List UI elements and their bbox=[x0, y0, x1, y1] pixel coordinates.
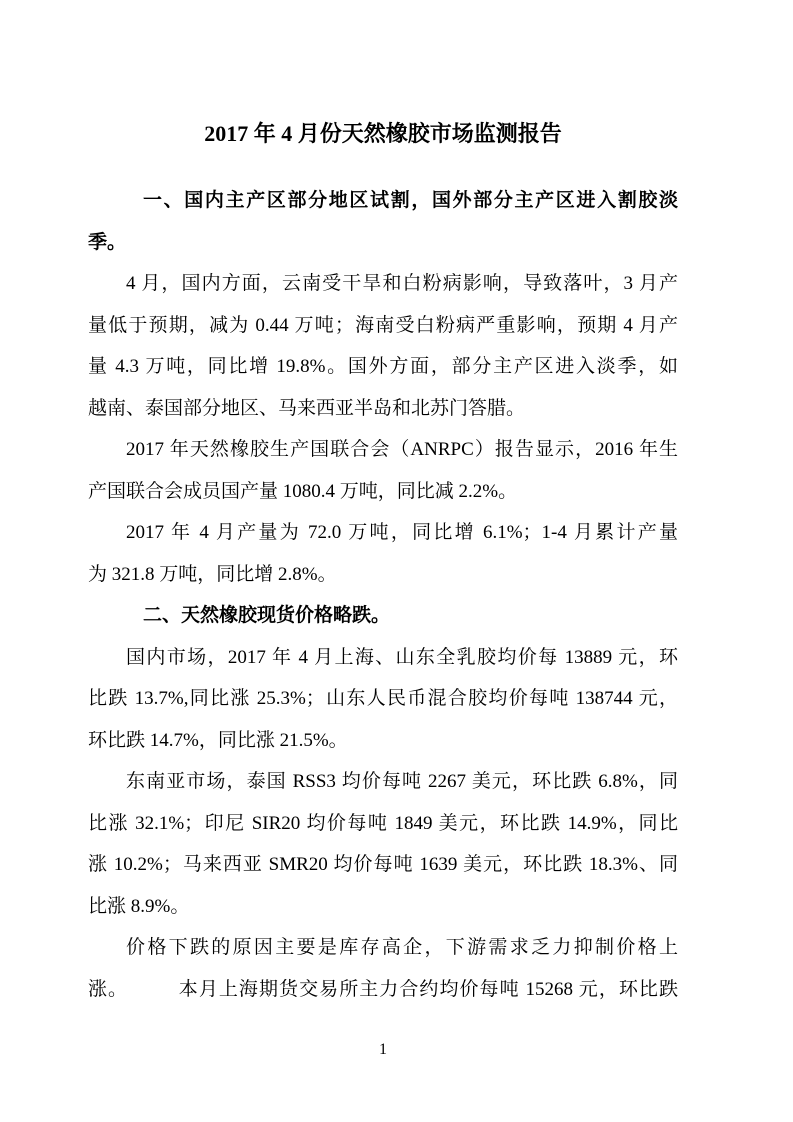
text-line: 量低于预期，减为 0.44 万吨；海南受白粉病严重影响，预期 4 月产 bbox=[88, 314, 678, 336]
text-line: 比跌 13.7%,同比涨 25.3%；山东人民币混合胶均价每吨 138744 元， bbox=[88, 688, 678, 709]
text-line: 2017 年 4 月产量为 72.0 万吨，同比增 6.1%；1-4 月累计产量 bbox=[126, 522, 678, 543]
document-title: 2017 年 4 月份天然橡胶市场监测报告 bbox=[204, 121, 562, 146]
text-line: 量 4.3 万吨，同比增 19.8%。国外方面，部分主产区进入淡季，如 bbox=[88, 356, 678, 377]
text-line: 季。 bbox=[88, 231, 127, 253]
text-line: 二、天然橡胶现货价格略跌。 bbox=[143, 605, 391, 626]
text-line: 4 月，国内方面，云南受干旱和白粉病影响，导致落叶，3 月产 bbox=[126, 273, 678, 294]
text-line: 价格下跌的原因主要是库存高企，下游需求乏力抑制价格上 bbox=[126, 937, 678, 958]
text-line: 涨。 本月上海期货交易所主力合约均价每吨 15268 元，环比跌 bbox=[88, 978, 678, 1000]
text-line: 东南亚市场，泰国 RSS3 均价每吨 2267 美元，环比跌 6.8%，同 bbox=[126, 771, 678, 792]
text-line: 环比跌 14.7%，同比涨 21.5%。 bbox=[88, 729, 348, 751]
paragraph-southeast-asia-prices bbox=[88, 761, 678, 927]
text-line: 一、国内主产区部分地区试割，国外部分主产区进入割胶淡 bbox=[143, 190, 678, 211]
text-line: 为 321.8 万吨，同比增 2.8%。 bbox=[88, 563, 337, 585]
text-line: 2017 年天然橡胶生产国联合会（ANRPC）报告显示，2016 年生 bbox=[126, 439, 678, 460]
text-line: 比涨 8.9%。 bbox=[88, 895, 190, 917]
section-1-heading bbox=[88, 180, 678, 263]
text-line: 比涨 32.1%；印尼 SIR20 均价每吨 1849 美元，环比跌 14.9%，同比 bbox=[88, 812, 678, 834]
paragraph-price-decline-reason bbox=[88, 927, 678, 1010]
paragraph-anrpc-2017 bbox=[88, 512, 678, 595]
paragraph-domestic-market-prices bbox=[88, 637, 678, 762]
text-line: 产国联合会成员国产量 1080.4 万吨，同比减 2.2%。 bbox=[88, 480, 518, 502]
text-line: 涨 10.2%；马来西亚 SMR20 均价每吨 1639 美元，环比跌 18.3%、同 bbox=[88, 854, 678, 875]
paragraph-domestic-production bbox=[88, 263, 678, 429]
page-number: 1 bbox=[379, 1041, 387, 1058]
section-2-heading bbox=[88, 595, 678, 637]
text-line: 越南、泰国部分地区、马来西亚半岛和北苏门答腊。 bbox=[88, 397, 526, 419]
paragraph-anrpc-2016 bbox=[88, 429, 678, 512]
text-line: 国内市场，2017 年 4 月上海、山东全乳胶均价每 13889 元，环 bbox=[126, 646, 678, 668]
